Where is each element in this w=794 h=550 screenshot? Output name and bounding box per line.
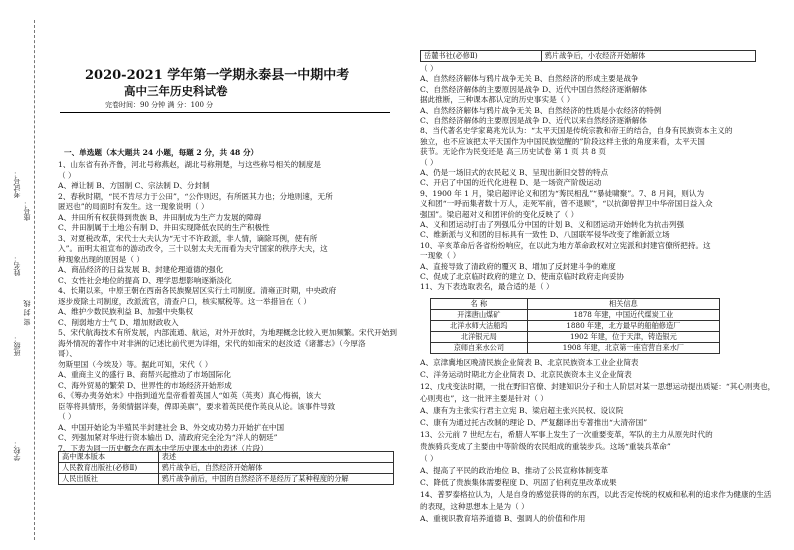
table-cell: 1908 年建，北京第一座官营自来水厂	[527, 343, 719, 354]
table-row	[431, 299, 720, 310]
name-label: 姓名：	[13, 255, 21, 276]
text-line: （ ）	[420, 454, 438, 463]
text-line: 据此推断，三种课本都认定的历史事实是（ ）	[420, 95, 575, 105]
text-line: A、维护少数民族利益 B、加强中央集权	[58, 307, 193, 316]
class-label: 班级：	[13, 335, 21, 356]
text-line: 种现象出现的原因是（ ）	[58, 254, 144, 264]
text-line: C、女性社会地位的提高 D、理学思想影响逐渐淡化	[58, 275, 232, 285]
section-heading: 一、单选题（本大题共 24 小题，每题 2 分，共 48 分）	[64, 148, 259, 157]
text-line: 6、《筹办夷务始末》中指到道光皇帝看着英国人“如英（英夷）真心悔祸，该大	[58, 391, 322, 400]
table-cell: 1880 年建，北方最早的船舶修造厂	[527, 321, 719, 332]
table-q11	[430, 298, 720, 354]
text-line: 义和团“一呼而集者数十万人，走死军前，曾不退顾”，“以抗御曾捍卫中华帝国日益入众	[420, 199, 713, 209]
sealing-line-text: 密 封 线	[23, 300, 31, 326]
text-line: 3、对夏税改革，宋代士大夫认为“无寸不许政派，非人情，谪除耳例，使有所	[58, 233, 318, 243]
text-line: C、削弱地方士气 D、增加财政收入	[58, 317, 179, 327]
table-cell: 1878 年建，中国近代煤炭工业	[527, 310, 719, 321]
table-q7	[58, 451, 394, 485]
text-line: 2、春秋时期，“民不肯尽力于公田”，“公作则迟，有所匿其力也；分地则速，无所	[58, 191, 333, 201]
text-line: （ ）	[58, 412, 76, 421]
text-line: 8、当代著名史学家葛兆光认为：“太平天国是传统宗教和帝王的结合，自身有民族资本主义的	[420, 126, 733, 136]
table-header: 表述	[158, 452, 393, 463]
table-cell: 北洋水师大沽船坞	[431, 321, 528, 332]
table-row	[431, 321, 720, 332]
exam-title: 2020-2021 学年第一学期永泰县一中期中考	[85, 68, 350, 83]
text-line: 14、普罗泰格拉认为，人是自身的感觉获得的的东西，以此否定传统的权威和私利的追求作为健康的生活	[420, 490, 772, 499]
text-line: （ ）	[420, 64, 438, 73]
text-line: C、降低了贵族集体需要程度 D、巩固了伯利克里改革成果	[420, 478, 617, 487]
table-header: 名 称	[431, 299, 528, 310]
table-row	[59, 474, 394, 485]
text-line: 4、长期以来，中原王朝在西南各民族聚居区实行土司制度。清雍正时期，中央政府	[58, 286, 337, 295]
text-line: 13、公元前 7 世纪左右，希腊人军事上发生了一次重要变革，军队的主力从原先时代的	[420, 430, 713, 439]
text-line: （ ）	[420, 157, 438, 167]
text-line: C、海外贸易的繁荣 D、世界性的市场经济开始形成	[58, 380, 232, 390]
table-header: 高中课本版本	[59, 452, 159, 463]
table-cell: 1902 年建，位于天津，铸造银元	[527, 332, 719, 343]
text-line: C、洋务运动时期北方企业简表 D、北京民族资本主义企业简表	[420, 370, 632, 379]
text-line: A、京津冀地区晚清民族企业简表 B、北京民族资本工业企业简表	[420, 358, 639, 367]
text-line: A、商品经济的日益发展 B、封建伦理道德的强化	[58, 265, 224, 274]
text-line: 一现象（ ）	[420, 251, 461, 261]
table-cell: 鸦片战争后，自然经济开始解体	[158, 463, 393, 474]
table-cell: 人民出版社	[59, 474, 159, 485]
table-q7-continued	[420, 50, 756, 62]
text-line: 哥）、	[58, 349, 77, 358]
exam-meta: 完卷时间：90 分钟 满 分：100 分	[105, 101, 214, 109]
text-line: 独立，也不应该把太平天国作为中国民族觉醒的”阶段这样主张的角度来看，太平天国	[420, 136, 705, 146]
text-line: C、自然经济解体的主要原因是战争 D、近代中国自然经济逐渐解体	[420, 84, 647, 94]
table-row	[59, 452, 394, 463]
exam-subtitle: 高中三年历史科试卷	[124, 84, 228, 98]
text-line: C、促成了北京临时政府的建立 D、使南京临时政府走向妥协	[420, 272, 625, 281]
table-cell: 岳麓书社(必修Ⅱ)	[421, 51, 542, 62]
text-line: 10、辛亥革命后各省纷纷响应，在以此为地方革命政权对立宪派和封建官僚所把持。这	[420, 240, 711, 250]
text-line: 12、戊戌变法时期，一批在野旧官僚、封建知识分子和士人阶层对某一思想运动提出质疑：“其心则夷也，	[420, 382, 776, 391]
header-rule	[60, 112, 390, 113]
text-line: 贵族骑兵变成了主要由中等阶级的农民组成的重装步兵。这场“重装兵革命”	[420, 442, 671, 451]
text-line: A、自然经济解体与鸦片战争无关 B、自然经济的形成主要是战争	[420, 74, 639, 84]
text-line: A、义和团运动打击了列强瓜分中国的计划 B、义和团运动开始转化为抗击列强	[420, 220, 685, 229]
table-row	[421, 51, 756, 62]
text-line: A、禅让制 B、方国制 C、宗法制 D、分封制	[58, 181, 210, 190]
table-cell: 北洋银元局	[431, 332, 528, 343]
text-line: A、仍是一场旧式的农民起义 B、呈现出新旧交替的特点	[420, 168, 609, 177]
table-cell: 鸦片战争后，小农经济开始解体	[541, 51, 755, 62]
table-header: 相关信息	[527, 299, 719, 310]
table-cell: 人民教育出版社(必修Ⅱ)	[59, 463, 159, 474]
text-line: A、中国开始论为半殖民半封建社会 B、外交成功势力开始扩在中国	[58, 422, 285, 432]
text-line: 勿斯里国（今埃及）等。据此可知，宋代（ ）	[58, 359, 213, 369]
table-row	[431, 343, 720, 354]
table-cell: 开滦唐山煤矿	[431, 310, 528, 321]
text-line: 获节。无论作为民变还是 高三历史试卷 第 1 页 共 8 页	[420, 147, 607, 157]
text-line: （ ）	[58, 170, 76, 180]
text-line: 5、宋代航海技术有所发展，内部流通、航运，对外开放时，为地理概念比较入更加频繁。宋代开始到	[58, 328, 397, 337]
text-line: A、康有为主张实行君主立宪 B、梁启超主张兴民权、设议院	[420, 406, 624, 415]
text-line: 11、为下表选取表名，最合适的是（ ）	[420, 282, 554, 292]
table-row	[431, 332, 720, 343]
text-line: 的表现，这种思想本上是为（ ）	[420, 502, 529, 511]
text-line: A、直接导致了清政府的覆灭 B、增加了反封建斗争的难度	[420, 261, 616, 271]
school-label: 学校：	[13, 440, 21, 461]
text-line: A、重视识教育培养道德 B、强调人的价值和作用	[420, 514, 586, 523]
text-line: 7、下表为同一历史概念在两本中学历史课本中的表述（片段）	[58, 443, 268, 453]
table-row	[59, 463, 394, 474]
text-line: 1、山东省有孙齐鲁，河北号称燕赵，湖北号称荆楚，与这些称号相关的制度是	[58, 160, 322, 169]
text-line: C、井田制属于土地公有制 D、井田实现降低农民的生产积极性	[58, 223, 270, 232]
exam-no-label: 考试号：	[13, 170, 21, 198]
seat-label: 座号：	[23, 200, 31, 221]
text-line: 心则夷也”，这一批评主要是针对（ ）	[420, 394, 548, 403]
text-line: C、康有为通过托古改制的理论 D、严复翻译出专著推出“大清帝国”	[420, 418, 648, 427]
text-line: C、维新派与义和团的目标具有一致性 D、八国联军侵华改变了维新派立场	[420, 230, 670, 240]
text-line: C、开启了中国的近代化进程 D、是一场资产阶级运动	[420, 178, 602, 188]
table-cell: 鸦片战争前后，中国的自然经济不是经历了某种程度的分解	[158, 474, 393, 485]
table-cell: 京师自来水公司	[431, 343, 528, 354]
text-line: A、井田所有权获得到贵族 B、井田制成为生产力发展的障碍	[58, 212, 262, 222]
text-line: A、自然经济解体与鸦片战争无关 B、自然经济的性质是小农经济的特例	[420, 105, 662, 115]
binding-line	[34, 20, 35, 540]
table-row	[431, 310, 720, 321]
text-line: 匿迟也”的局面时有发生。这一现象说明（ ）	[58, 202, 209, 211]
text-line: 逐步废除土司制度，改派流官，清查户口，核实赋税等。这一举措旨在（ ）	[58, 296, 312, 306]
text-line: 入”。而明太祖宣布的游动改令，三十以射太夫无而看为夫守国家的秩序大夫，这	[58, 244, 328, 253]
text-line: C、自然经济解体的主要原因是战争 D、近代以来自然经济逐渐解体	[420, 116, 647, 125]
text-line: 9、1900 年 1 月，梁启超评论义和团为“莠民相乱”“暴徒啸聚”。7、8 月间，则认为	[420, 188, 705, 198]
text-line: A、重商主义的盛行 B、商帮兴起推动了市场国际化	[58, 370, 231, 379]
text-line: 臣等将具情形，务须情据详奏，俾即美禀”，要求着英民使作英良从论。该事件导致	[58, 401, 336, 411]
text-line: 海外情况的著作中对非洲的记述比前代更为详细，宋代的如南宋的赵汝适《诸蕃志》（今厚洛	[58, 338, 366, 348]
text-line: A、提高了平民的政治地位 B、推动了公民宣称体制变革	[420, 466, 609, 475]
text-line: 强国”。梁启超对义和团评价的变化反映了（ ）	[420, 209, 579, 219]
text-line: C、列强加紧对华进行资本输出 D、清政府完全沦为“洋人的朝廷”	[58, 433, 278, 442]
